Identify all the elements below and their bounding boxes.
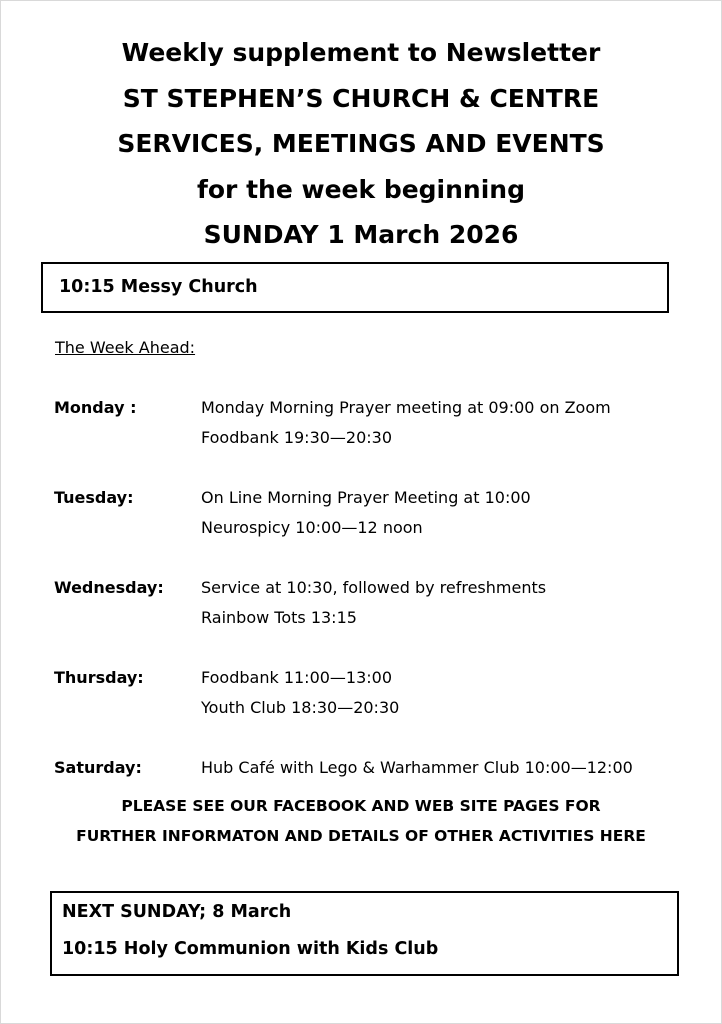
page-title — [0, 30, 722, 258]
next-sunday-service: 10:15 Holy Communion with Kids Club — [62, 939, 439, 959]
notice-line-1: PLEASE SEE OUR FACEBOOK AND WEB SITE PAGES FOR — [121, 797, 601, 815]
event-monday-2: Foodbank 19:30—20:30 — [201, 428, 393, 447]
event-wednesday-1: Service at 10:30, followed by refreshments — [201, 578, 547, 597]
day-label-saturday: Saturday: — [54, 758, 142, 777]
day-label-tuesday: Tuesday: — [54, 488, 134, 507]
day-label-thursday: Thursday: — [54, 668, 144, 687]
event-tuesday-2: Neurospicy 10:00—12 noon — [201, 518, 423, 537]
title-line-2: ST STEPHEN’S CHURCH & CENTRE — [122, 83, 600, 113]
sunday-service-text: 10:15 Messy Church — [59, 277, 258, 297]
title-line-5: SUNDAY 1 March 2026 — [203, 220, 519, 249]
week-ahead-heading: The Week Ahead: — [55, 338, 196, 357]
title-line-4: for the week beginning — [196, 174, 525, 204]
title-line-3: SERVICES, MEETINGS AND EVENTS — [117, 129, 605, 158]
notice-line-2: FURTHER INFORMATON AND DETAILS OF OTHER ACTIVITIES HERE — [76, 827, 646, 845]
sunday-service-box — [41, 262, 669, 313]
event-saturday-1: Hub Café with Lego & Warhammer Club 10:00—12:00 — [201, 758, 633, 777]
next-sunday-box — [50, 891, 679, 976]
event-monday-1: Monday Morning Prayer meeting at 09:00 on Zoom — [201, 398, 611, 417]
event-wednesday-2: Rainbow Tots 13:15 — [201, 608, 357, 627]
title-line-1: Weekly supplement to Newsletter — [121, 38, 601, 67]
event-thursday-2: Youth Club 18:30—20:30 — [201, 698, 400, 717]
day-label-wednesday: Wednesday: — [54, 578, 164, 597]
event-thursday-1: Foodbank 11:00—13:00 — [201, 668, 393, 687]
event-tuesday-1: On Line Morning Prayer Meeting at 10:00 — [201, 488, 531, 507]
next-sunday-date: NEXT SUNDAY; 8 March — [62, 902, 292, 922]
day-label-monday: Monday : — [54, 398, 137, 417]
